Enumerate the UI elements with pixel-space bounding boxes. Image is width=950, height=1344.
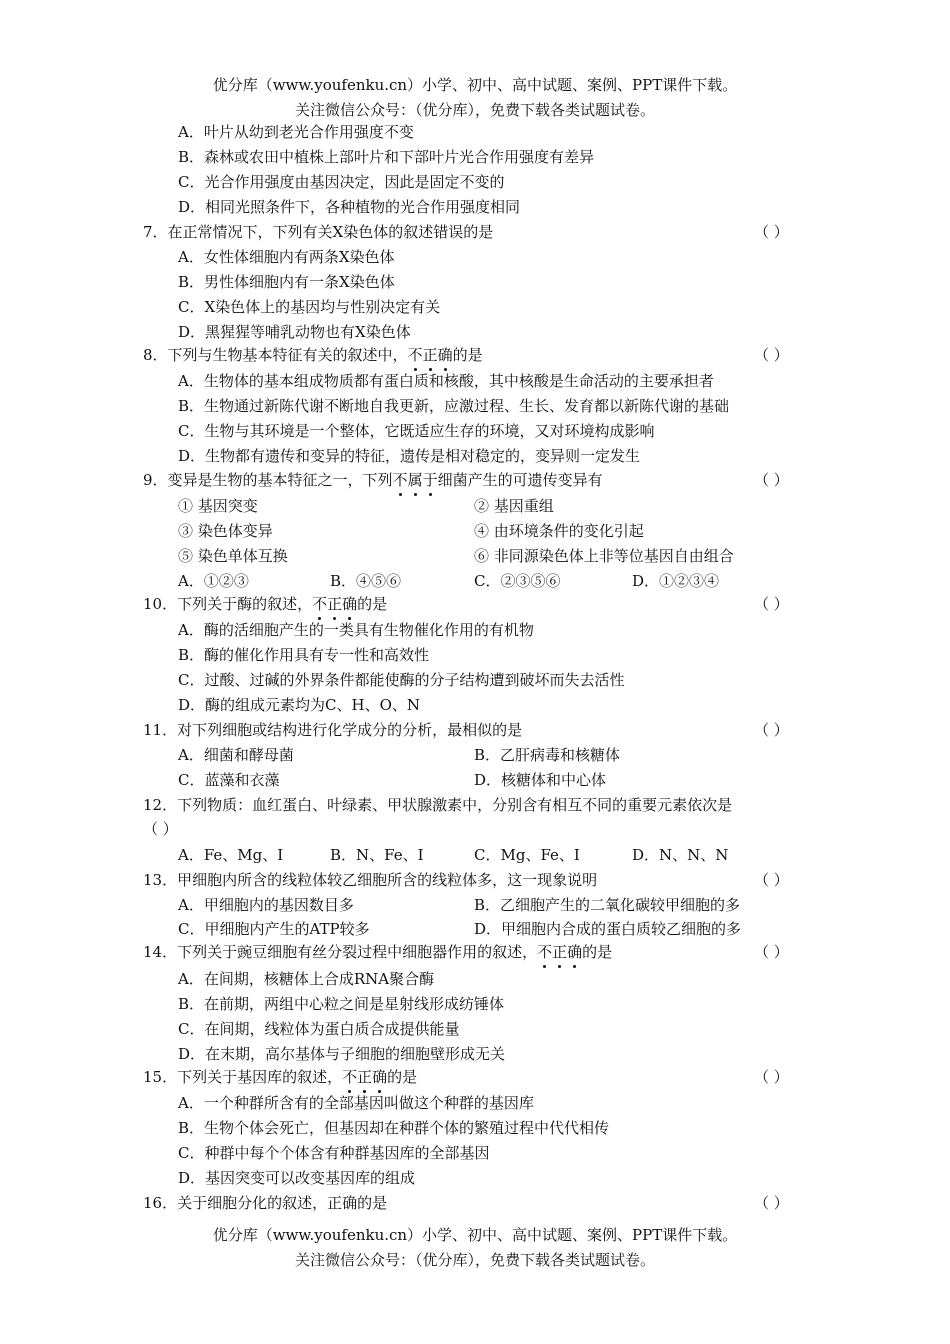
q14-option-c: C．在间期，线粒体为蛋白质合成提供能量 bbox=[178, 1020, 460, 1038]
q15-stem bbox=[143, 1066, 417, 1088]
q12-stem: 12．下列物质：血红蛋白、叶绿素、甲状腺激素中，分别含有相互不同的重要元素依次是 bbox=[143, 796, 733, 814]
q13-option-a: A．甲细胞内的基因数目多 bbox=[178, 896, 354, 914]
q12-option-a: A．Fe、Mg、I bbox=[178, 846, 284, 864]
q15-answer-paren: （ ） bbox=[754, 1068, 789, 1086]
q10-stem-pre: 10．下列关于酶的叙述， bbox=[143, 595, 313, 613]
q8-stem bbox=[143, 344, 483, 366]
q14-answer-paren: （ ） bbox=[754, 943, 789, 961]
q15-emphasis-3: 确 bbox=[372, 1068, 388, 1086]
q14-emphasis-3: 确 bbox=[567, 943, 583, 961]
q15-option-a: A．一个种群所含有的全部基因叫做这个种群的基因库 bbox=[178, 1094, 534, 1112]
q11-option-a: A．细菌和酵母菌 bbox=[178, 746, 294, 764]
q7-answer-paren: （ ） bbox=[754, 223, 789, 241]
q7-option-c: C．X染色体上的基因均与性别决定有关 bbox=[178, 298, 441, 316]
q13-option-d: D．甲细胞内合成的蛋白质较乙细胞的多 bbox=[474, 920, 742, 938]
q9-emphasis-2: 属 bbox=[407, 471, 423, 489]
q8-stem-pre: 8．下列与生物基本特征有关的叙述中， bbox=[143, 346, 408, 364]
q9-item-1: ① 基因突变 bbox=[178, 497, 258, 515]
q9-option-a: A．①②③ bbox=[178, 572, 249, 590]
q12-option-b: B．N、Fe、I bbox=[330, 846, 424, 864]
q11-answer-paren: （ ） bbox=[754, 721, 789, 739]
q8-emphasis-1: 不 bbox=[407, 346, 423, 364]
q10-emphasis-1: 不 bbox=[312, 595, 328, 613]
q10-option-b: B．酶的催化作用具有专一性和高效性 bbox=[178, 646, 430, 664]
q14-stem-post: 的是 bbox=[582, 943, 613, 961]
q9-option-c: C．②③⑤⑥ bbox=[474, 572, 561, 590]
q10-emphasis-2: 正 bbox=[327, 595, 343, 613]
footer-line-1: 优分库（www.youfenku.cn）小学、初中、高中试题、案例、PPT课件下载。 bbox=[212, 1226, 738, 1244]
q9-option-b: B．④⑤⑥ bbox=[330, 572, 402, 590]
q11-option-d: D．核糖体和中心体 bbox=[474, 771, 607, 789]
q15-option-c: C．种群中每个个体含有种群基因库的全部基因 bbox=[178, 1144, 490, 1162]
q8-option-a: A．生物体的基本组成物质都有蛋白质和核酸，其中核酸是生命活动的主要承担者 bbox=[178, 372, 714, 390]
q12-answer-paren: （ ） bbox=[143, 820, 178, 838]
q13-stem: 13．甲细胞内所含的线粒体较乙细胞所含的线粒体多，这一现象说明 bbox=[143, 871, 598, 889]
q14-emphasis-2: 正 bbox=[552, 943, 568, 961]
q8-option-b: B．生物通过新陈代谢不断地自我更新，应激过程、生长、发育都以新陈代谢的基础 bbox=[178, 397, 730, 415]
q10-option-d: D．酶的组成元素均为C、H、O、N bbox=[178, 696, 421, 714]
q9-item-2: ② 基因重组 bbox=[474, 497, 554, 515]
q14-emphasis-1: 不 bbox=[537, 943, 553, 961]
q16-answer-paren: （ ） bbox=[754, 1194, 789, 1212]
q14-option-d: D．在末期，高尔基体与子细胞的细胞壁形成无关 bbox=[178, 1045, 506, 1063]
q15-stem-pre: 15．下列关于基因库的叙述， bbox=[143, 1068, 343, 1086]
q9-option-d: D．①②③④ bbox=[632, 572, 720, 590]
q13-answer-paren: （ ） bbox=[754, 871, 789, 889]
footer-line-2: 关注微信公众号：（优分库），免费下载各类试题试卷。 bbox=[294, 1251, 655, 1269]
q9-item-6: ⑥ 非同源染色体上非等位基因自由组合 bbox=[474, 547, 734, 565]
header-line-1: 优分库（www.youfenku.cn）小学、初中、高中试题、案例、PPT课件下载。 bbox=[212, 76, 738, 94]
q7-option-d: D．黑猩猩等哺乳动物也有X染色体 bbox=[178, 323, 411, 341]
q13-option-c: C．甲细胞内产生的ATP较多 bbox=[178, 920, 370, 938]
q6-option-a: A．叶片从幼到老光合作用强度不变 bbox=[178, 123, 414, 141]
q16-stem: 16．关于细胞分化的叙述，正确的是 bbox=[143, 1194, 388, 1212]
q10-option-a: A．酶的活细胞产生的一类具有生物催化作用的有机物 bbox=[178, 621, 534, 639]
q10-option-c: C．过酸、过碱的外界条件都能使酶的分子结构遭到破坏而失去活性 bbox=[178, 671, 625, 689]
q6-option-b: B．森林或农田中植株上部叶片和下部叶片光合作用强度有差异 bbox=[178, 148, 595, 166]
q7-stem: 7．在正常情况下，下列有关X染色体的叙述错误的是 bbox=[143, 223, 494, 241]
q12-option-c: C．Mg、Fe、I bbox=[474, 846, 580, 864]
q14-option-b: B．在前期，两组中心粒之间是星射线形成纺锤体 bbox=[178, 995, 505, 1013]
q8-option-d: D．生物都有遗传和变异的特征，遗传是相对稳定的，变异则一定发生 bbox=[178, 447, 641, 465]
q9-item-4: ④ 由环境条件的变化引起 bbox=[474, 522, 644, 540]
q8-answer-paren: （ ） bbox=[754, 346, 789, 364]
q15-emphasis-1: 不 bbox=[342, 1068, 358, 1086]
q15-option-d: D．基因突变可以改变基因库的组成 bbox=[178, 1169, 416, 1187]
q14-stem-pre: 14．下列关于豌豆细胞有丝分裂过程中细胞器作用的叙述， bbox=[143, 943, 538, 961]
q11-option-b: B．乙肝病毒和核糖体 bbox=[474, 746, 621, 764]
q12-option-d: D．N、N、N bbox=[632, 846, 729, 864]
q14-option-a: A．在间期，核糖体上合成RNA聚合酶 bbox=[178, 970, 435, 988]
q9-item-5: ⑤ 染色单体互换 bbox=[178, 547, 288, 565]
header-line-2: 关注微信公众号：（优分库），免费下载各类试题试卷。 bbox=[294, 101, 655, 119]
q9-item-3: ③ 染色体变异 bbox=[178, 522, 273, 540]
q15-emphasis-2: 正 bbox=[357, 1068, 373, 1086]
q7-option-b: B．男性体细胞内有一条X染色体 bbox=[178, 273, 395, 291]
q14-stem bbox=[143, 941, 612, 963]
q9-stem-post: 细菌产生的可遗传变异有 bbox=[437, 471, 603, 489]
q8-emphasis-3: 确 bbox=[437, 346, 453, 364]
q7-option-a: A．女性体细胞内有两条X染色体 bbox=[178, 248, 395, 266]
q8-emphasis-2: 正 bbox=[422, 346, 438, 364]
q15-option-b: B．生物个体会死亡，但基因却在种群个体的繁殖过程中代代相传 bbox=[178, 1119, 610, 1137]
q11-option-c: C．蓝藻和衣藻 bbox=[178, 771, 280, 789]
q9-emphasis-1: 不 bbox=[392, 471, 408, 489]
q10-answer-paren: （ ） bbox=[754, 595, 789, 613]
q6-option-d: D．相同光照条件下，各种植物的光合作用强度相同 bbox=[178, 198, 521, 216]
q11-stem: 11．对下列细胞或结构进行化学成分的分析，最相似的是 bbox=[143, 721, 523, 739]
q13-option-b: B．乙细胞产生的二氧化碳较甲细胞的多 bbox=[474, 896, 741, 914]
q8-option-c: C．生物与其环境是一个整体，它既适应生存的环境，又对环境构成影响 bbox=[178, 422, 655, 440]
q9-emphasis-3: 于 bbox=[422, 471, 438, 489]
q6-option-c: C．光合作用强度由基因决定，因此是固定不变的 bbox=[178, 173, 505, 191]
q10-stem bbox=[143, 593, 387, 615]
q8-stem-post: 的是 bbox=[452, 346, 483, 364]
q10-emphasis-3: 确 bbox=[342, 595, 358, 613]
q9-stem-pre: 9．变异是生物的基本特征之一，下列 bbox=[143, 471, 393, 489]
q10-stem-post: 的是 bbox=[357, 595, 388, 613]
q9-answer-paren: （ ） bbox=[754, 471, 789, 489]
q15-stem-post: 的是 bbox=[387, 1068, 418, 1086]
q9-stem bbox=[143, 469, 603, 491]
